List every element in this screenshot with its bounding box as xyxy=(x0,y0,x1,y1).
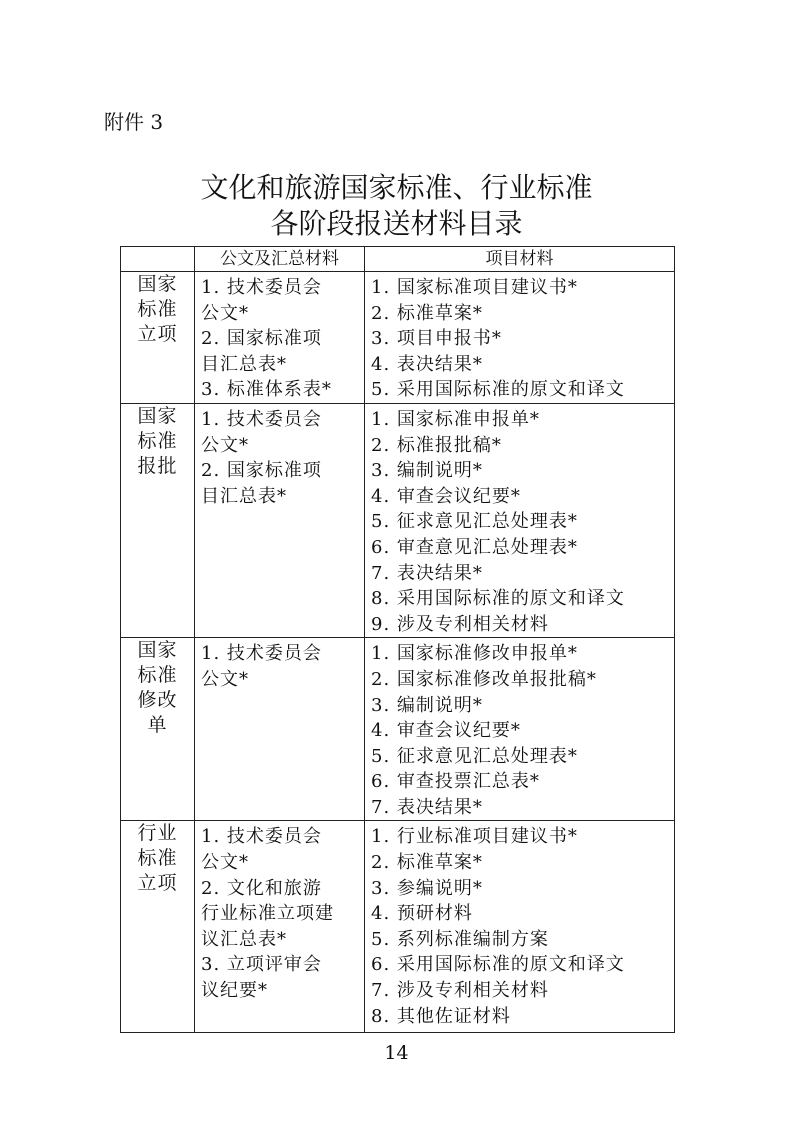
stage-label-line: 国家 xyxy=(137,404,178,427)
doc-line: 2. 国家标准项 xyxy=(201,328,322,350)
item-line: 2. 国家标准修改单报批稿* xyxy=(371,668,597,690)
doc-line: 1. 技术委员会 xyxy=(201,408,322,430)
doc-line: 目汇总表* xyxy=(201,485,287,507)
stage-cell xyxy=(121,821,195,1033)
docs-cell xyxy=(195,821,365,1033)
stage-label-line: 立项 xyxy=(137,323,178,345)
item-line: 3. 编制说明* xyxy=(371,694,483,716)
table-row xyxy=(121,272,675,404)
item-line: 9. 涉及专利相关材料 xyxy=(371,613,549,635)
table-row xyxy=(121,638,675,821)
stage-cell xyxy=(121,638,195,821)
items-cell xyxy=(365,821,675,1033)
item-line: 8. 采用国际标准的原文和译文 xyxy=(371,588,625,610)
stage-label-line: 标准 xyxy=(137,664,178,687)
materials-table xyxy=(120,246,675,1033)
doc-line: 1. 技术委员会 xyxy=(201,826,322,848)
stage-label-line: 国家 xyxy=(137,639,178,662)
doc-line: 议纪要* xyxy=(201,980,268,1002)
stage-cell xyxy=(121,272,195,404)
item-line: 7. 表决结果* xyxy=(371,796,483,818)
item-line: 3. 项目申报书* xyxy=(371,328,502,350)
item-line: 3. 编制说明* xyxy=(371,460,483,482)
item-line: 3. 参编说明* xyxy=(371,877,483,899)
table-row xyxy=(121,403,675,637)
doc-line: 公文* xyxy=(201,434,249,456)
item-line: 1. 行业标准项目建议书* xyxy=(371,826,578,848)
doc-line: 1. 技术委员会 xyxy=(201,277,322,298)
items-cell xyxy=(365,403,675,637)
item-line: 1. 国家标准申报单* xyxy=(371,408,540,430)
items-cell xyxy=(365,638,675,821)
docs-cell xyxy=(195,272,365,404)
item-line: 6. 审查投票汇总表* xyxy=(371,771,540,793)
item-line: 2. 标准报批稿* xyxy=(371,434,502,456)
header-items: 项目材料 xyxy=(365,247,675,272)
doc-line: 3. 立项评审会 xyxy=(201,954,322,976)
stage-label-line: 标准 xyxy=(137,847,178,870)
doc-line: 1. 技术委员会 xyxy=(201,643,322,665)
item-line: 6. 审查意见汇总处理表* xyxy=(371,536,578,558)
docs-cell xyxy=(195,403,365,637)
page-number: 14 xyxy=(384,1042,409,1064)
doc-line: 2. 国家标准项 xyxy=(201,460,322,482)
attachment-label: 附件 3 xyxy=(104,110,164,134)
item-line: 4. 预研材料 xyxy=(371,903,473,925)
stage-label-line: 国家 xyxy=(137,273,178,295)
item-line: 1. 国家标准项目建议书* xyxy=(371,277,578,298)
item-line: 5. 系列标准编制方案 xyxy=(371,928,549,950)
table-row xyxy=(121,821,675,1033)
stage-label-line: 修改 xyxy=(137,689,178,712)
item-line: 5. 采用国际标准的原文和译文 xyxy=(371,379,625,401)
stage-label-line: 报批 xyxy=(137,454,178,477)
item-line: 8. 其他佐证材料 xyxy=(371,1005,511,1027)
stage-label-line: 标准 xyxy=(137,429,178,452)
item-line: 2. 标准草案* xyxy=(371,302,483,324)
items-cell xyxy=(365,272,675,404)
doc-line: 议汇总表* xyxy=(201,928,287,950)
stage-label-line: 立项 xyxy=(137,872,178,895)
item-line: 4. 审查会议纪要* xyxy=(371,720,521,742)
doc-line: 2. 文化和旅游 xyxy=(201,877,322,899)
item-line: 7. 涉及专利相关材料 xyxy=(371,980,549,1002)
item-line: 7. 表决结果* xyxy=(371,562,483,584)
stage-label-line: 行业 xyxy=(137,822,178,845)
item-line: 2. 标准草案* xyxy=(371,852,483,874)
stage-cell xyxy=(121,403,195,637)
item-line: 1. 国家标准修改申报单* xyxy=(371,643,578,665)
item-line: 5. 征求意见汇总处理表* xyxy=(371,745,578,767)
doc-line: 3. 标准体系表* xyxy=(201,379,332,401)
header-stage xyxy=(121,247,195,272)
docs-cell xyxy=(195,638,365,821)
doc-line: 公文* xyxy=(201,852,249,874)
stage-label-line: 单 xyxy=(147,714,168,737)
item-line: 4. 审查会议纪要* xyxy=(371,485,521,507)
stage-label-line: 标准 xyxy=(137,298,178,320)
doc-line: 行业标准立项建 xyxy=(201,903,334,925)
header-docs: 公文及汇总材料 xyxy=(195,247,365,272)
item-line: 4. 表决结果* xyxy=(371,353,483,375)
document-title-line-1: 文化和旅游国家标准、行业标准 xyxy=(200,171,593,204)
table-header-row xyxy=(121,247,675,272)
doc-line: 目汇总表* xyxy=(201,353,287,375)
document-title-line-2: 各阶段报送材料目录 xyxy=(270,207,523,240)
item-line: 6. 采用国际标准的原文和译文 xyxy=(371,954,625,976)
item-line: 5. 征求意见汇总处理表* xyxy=(371,511,578,533)
doc-line: 公文* xyxy=(201,302,249,324)
doc-line: 公文* xyxy=(201,668,249,690)
